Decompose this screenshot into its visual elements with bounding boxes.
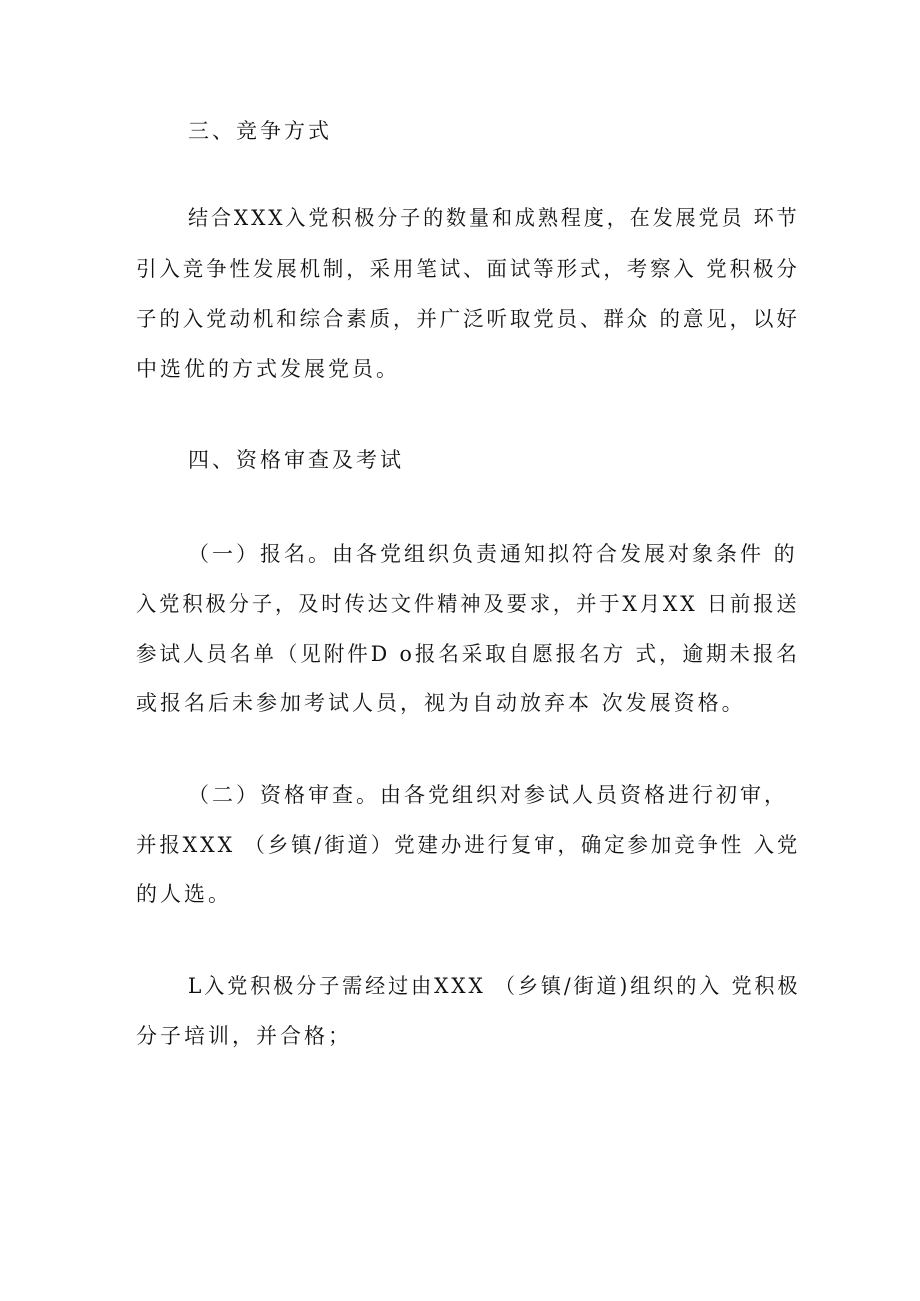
paragraph-line: 中选优的方式发展党员。	[136, 357, 400, 381]
paragraph-line: 引入竞争性发展机制，采用笔试、面试等形式，考察入 党积极分	[136, 257, 800, 281]
section-heading-competition-method: 三、竞争方式	[188, 119, 332, 143]
paragraph-line: 分子培训，并合格；	[136, 1024, 352, 1048]
paragraph-line: 结合XXX入党积极分子的数量和成熟程度，在发展党员 环节	[188, 206, 800, 230]
paragraph-line: （一）报名。由各党组织负责通知拟符合发展对象条件 的	[188, 542, 798, 566]
paragraph-line: L入党积极分子需经过由XXX （乡镇/街道)组织的入 党积极	[188, 974, 801, 998]
paragraph-line: （二）资格审查。由各党组织对参试人员资格进行初审，	[188, 783, 788, 807]
paragraph-line: 或报名后未参加考试人员，视为自动放弃本 次发展资格。	[136, 691, 746, 715]
paragraph-line: 入党积极分子，及时传达文件精神及要求，并于X月XX 日前报送	[136, 592, 800, 616]
paragraph-line: 的人选。	[136, 882, 232, 906]
paragraph-line: 子的入党动机和综合素质，并广泛听取党员、群众 的意见，以好	[136, 307, 800, 331]
paragraph-line: 并报XXX （乡镇/街道）党建办进行复审，确定参加竞争性 入党	[136, 833, 801, 857]
paragraph-line: 参试人员名单（见附件D o报名采取自愿报名方 式，逾期未报名	[136, 642, 800, 666]
section-heading-qualification-review: 四、资格审查及考试	[188, 448, 404, 472]
